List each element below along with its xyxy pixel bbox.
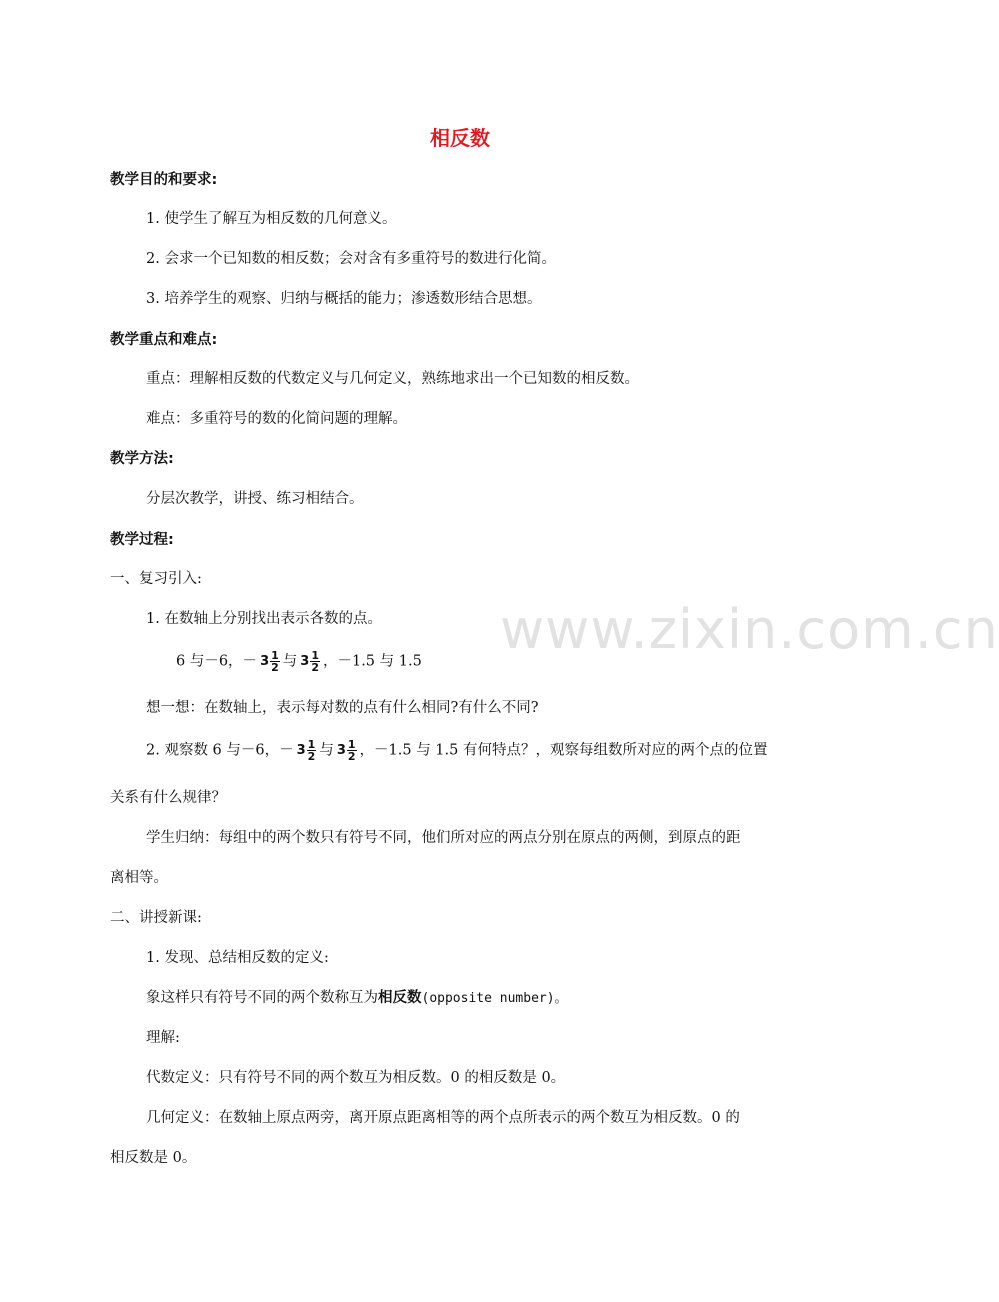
pairs-text-a: 6 与－6，－ (176, 653, 258, 670)
goals-heading: 教学目的和要求: (110, 172, 218, 188)
goal-1: 1. 使学生了解互为相反数的几何意义。 (146, 211, 397, 227)
pairs-text-c: ，－1.5 与 1.5 (322, 653, 422, 670)
def-text-a: 象这样只有符号不同的两个数称互为 (146, 990, 378, 1006)
step-2 (146, 739, 767, 762)
term-opposite-number: 相反数 (378, 990, 422, 1006)
difficult-point: 难点：多重符号的数的化简问题的理解。 (146, 411, 407, 427)
method-text: 分层次教学，讲授、练习相结合。 (146, 491, 364, 507)
process-heading: 教学过程: (110, 532, 174, 548)
page-title: 相反数 (430, 126, 490, 150)
goal-3: 3. 培养学生的观察、归纳与概括的能力；渗透数形结合思想。 (146, 291, 542, 307)
new-1: 1. 发现、总结相反数的定义: (146, 950, 329, 966)
step-2-continued: 关系有什么规律？ (110, 790, 226, 806)
mixed-fraction: 3 $\frac{1}{2}$ (336, 738, 356, 763)
step-1: 1. 在数轴上分别找出表示各数的点。 (146, 611, 382, 627)
part-2-heading: 二、讲授新课: (110, 910, 202, 926)
algebraic-definition: 代数定义：只有符号不同的两个数互为相反数。0 的相反数是 0。 (146, 1070, 566, 1086)
pairs-text-b: 与 (282, 653, 298, 670)
def-text-b: (opposite number)。 (421, 991, 568, 1006)
goal-2: 2. 会求一个已知数的相反数；会对含有多重符号的数进行化简。 (146, 251, 556, 267)
mixed-fraction: 3 $\frac{1}{2}$ (260, 649, 279, 674)
mixed-fraction: 3 $\frac{1}{2}$ (296, 738, 316, 763)
step2-text-c: ，－1.5 与 1.5 有何特点？，观察每组数所对应的两个点的位置 (359, 742, 768, 759)
mixed-fraction: 3 $\frac{1}{2}$ (300, 649, 319, 674)
think-prompt: 想一想：在数轴上，表示每对数的点有什么相同?有什么不同? (146, 700, 539, 716)
step2-text-a: 2. 观察数 6 与－6，－ (146, 742, 294, 759)
definition (146, 988, 568, 1009)
geometric-definition: 几何定义：在数轴上原点两旁，离开原点距离相等的两个点所表示的两个数互为相反数。0 的 (146, 1110, 740, 1126)
key-point: 重点：理解相反数的代数定义与几何定义，熟练地求出一个已知数的相反数。 (146, 371, 639, 387)
step2-text-b: 与 (319, 742, 334, 759)
watermark: www.zixin.com.cn (500, 598, 999, 661)
method-heading: 教学方法: (110, 451, 174, 467)
geometric-definition-continued: 相反数是 0。 (110, 1150, 197, 1166)
number-pairs (176, 650, 422, 673)
understand-label: 理解: (146, 1030, 180, 1046)
key-heading: 教学重点和难点: (110, 332, 218, 348)
part-1-heading: 一、复习引入: (110, 571, 202, 587)
student-summary-continued: 离相等。 (110, 870, 168, 886)
student-summary: 学生归纳：每组中的两个数只有符号不同，他们所对应的两点分别在原点的两侧，到原点的距 (146, 830, 741, 846)
